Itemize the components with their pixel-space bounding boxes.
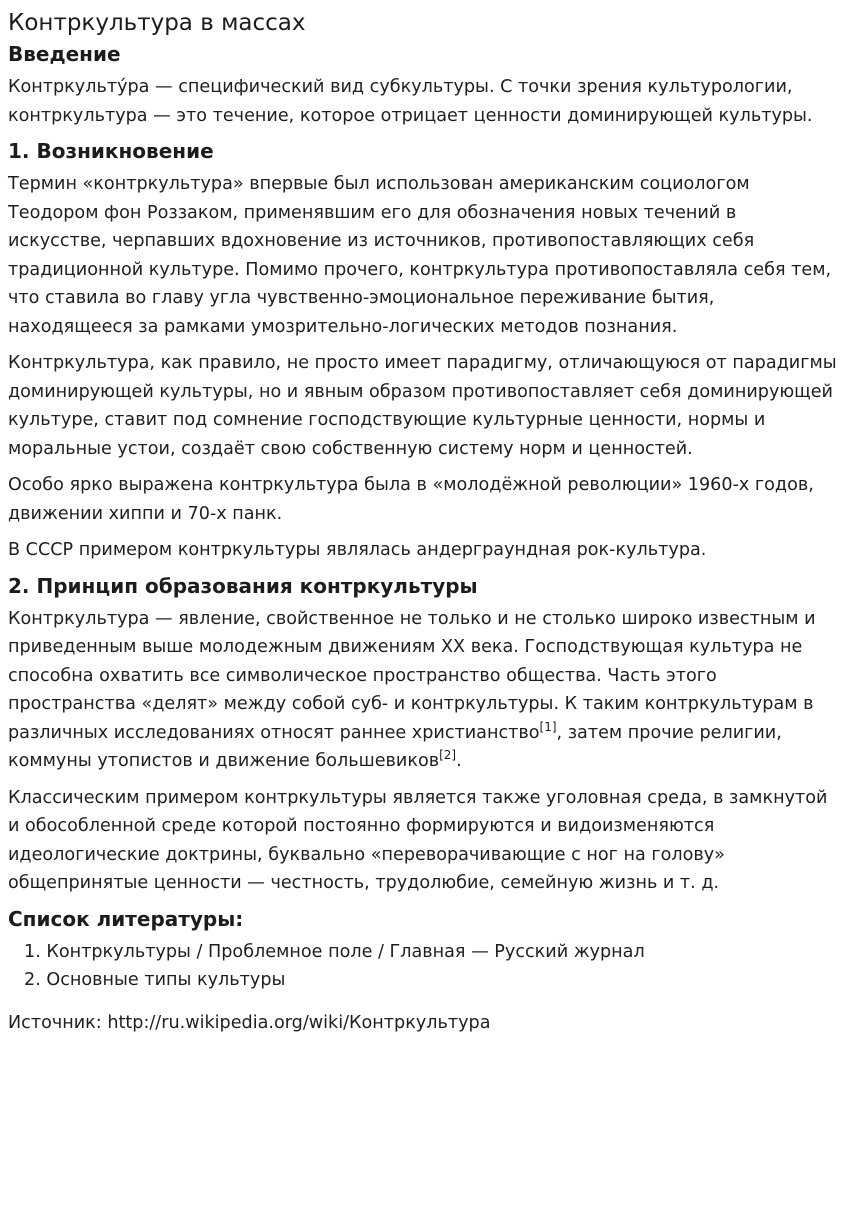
section-heading-origin: 1. Возникновение <box>8 139 214 163</box>
origin-paragraph-1: Термин «контркультура» впервые был использован американским социологом Теодором фон Роззаком, применявшим его для обозначения новых течений в искусстве, черпавших вдохновение из источников, противопоставляющих себя традиционной культуре. Помимо прочего, контркультура противопоставляла себя тем, что ставила во главу угла чувственно-эмоциональное переживание бытия, находящееся за рамками умозрительно-логических методов познания. <box>8 174 832 337</box>
principle-text-part-2: , затем прочие религии, коммуны утопистов и движение большевиков <box>8 722 782 771</box>
reference-item-1: 1. Контркультуры / Проблемное поле / Главная — Русский журнал <box>24 941 645 962</box>
principle-paragraph-1 <box>8 605 839 776</box>
principle-text-part-1: Контркультура — явление, свойственное не только и не столько широко известным и приведенным выше молодежным движениям XX века. Господствующая культура не способна охватить все символическое пространство общества. Часть этого пространства «делят» между собой суб- и контркультуры. К таким контркультурам в различных исследованиях относят раннее христианство <box>8 608 816 743</box>
intro-paragraph: Контркульту́ра — специфический вид субкультуры. С точки зрения культурологии, контркультура — это течение, которое отрицает ценности доминирующей культуры. <box>8 77 813 126</box>
principle-paragraph-2: Классическим примером контркультуры является также уголовная среда, в замкнутой и обособленной среде которой постоянно формируются и видоизменяются идеологические доктрины, буквально «переворачивающие с ног на голову» общепринятые ценности — честность, трудолюбие, семейную жизнь и т. д. <box>8 787 828 893</box>
page-title: Контркультура в массах <box>8 10 306 36</box>
origin-paragraph-3: Особо ярко выражена контркультура была в «молодёжной революции» 1960-х годов, движении хиппи и 70-х панк. <box>8 475 814 524</box>
section-heading-references: Список литературы: <box>8 906 244 931</box>
section-heading-intro: Введение <box>8 42 121 66</box>
origin-paragraph-4: В СССР примером контркультуры являлась андерграундная рок-культура. <box>8 540 707 560</box>
principle-text-part-3: . <box>456 751 462 771</box>
origin-paragraph-2: Контркультура, как правило, не просто имеет парадигму, отличающуюся от парадигмы доминирующей культуры, но и явным образом противопоставляет себя доминирующей культуре, ставит под сомнение господствующие культурные ценности, нормы и моральные устои, создаёт свою собственную систему норм и ценностей. <box>8 353 837 459</box>
references-list <box>8 938 839 995</box>
reference-link-1[interactable]: [1] <box>539 719 557 734</box>
source-line: Источник: http://ru.wikipedia.org/wiki/Контркультура <box>8 1012 491 1033</box>
section-heading-principle: 2. Принцип образования контркультуры <box>8 573 478 598</box>
reference-link-2[interactable]: [2] <box>439 748 457 763</box>
reference-item-2: 2. Основные типы культуры <box>24 970 286 990</box>
